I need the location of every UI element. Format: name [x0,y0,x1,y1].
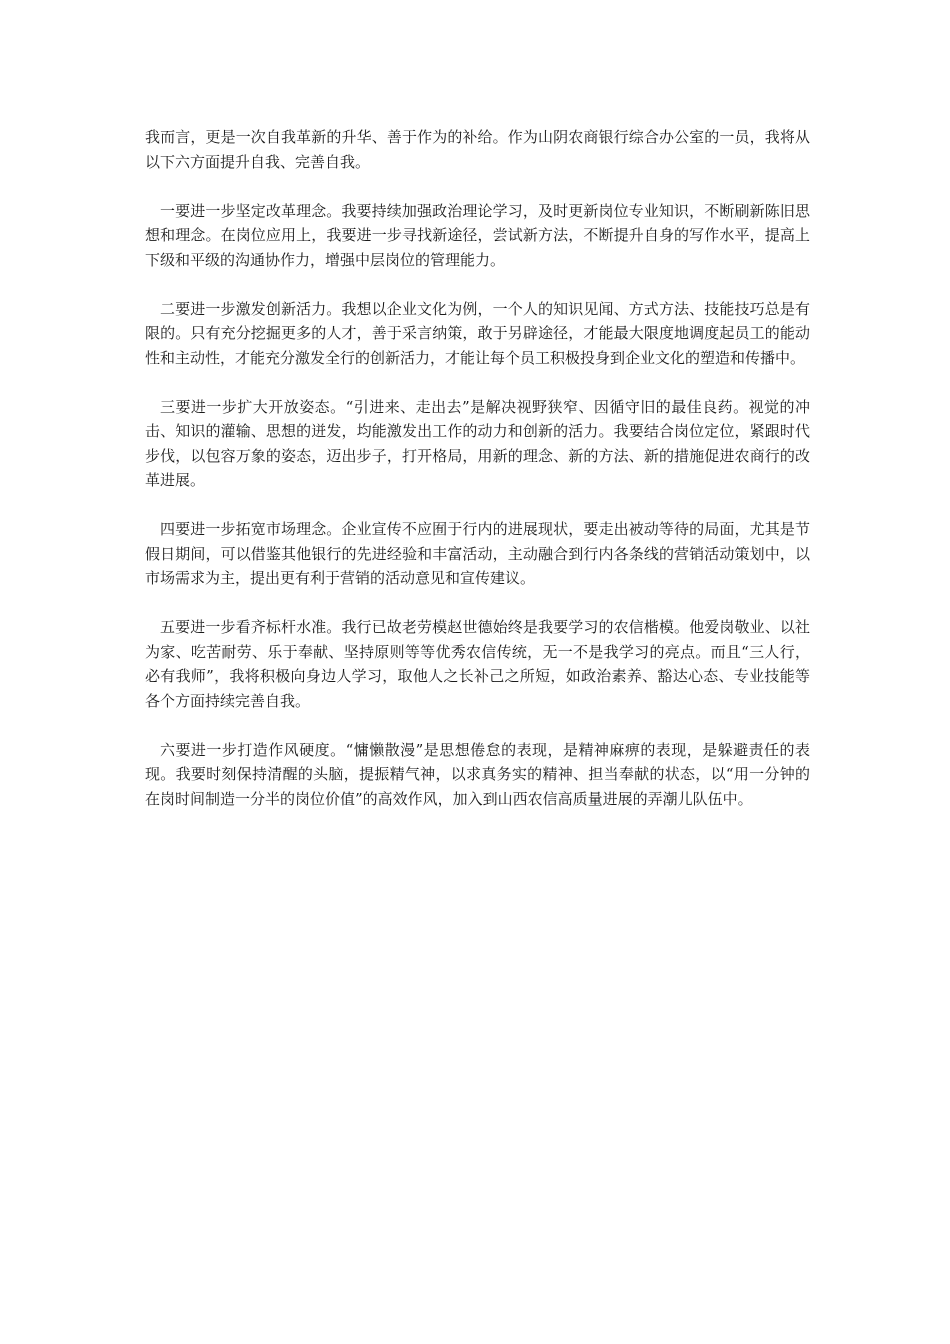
point-three-paragraph: 三要进一步扩大开放姿态。“引进来、走出去”是解决视野狭窄、因循守旧的最佳良药。视觉的冲击、知识的灌输、思想的迸发，均能激发出工作的动力和创新的活力。我要结合岗位定位，紧跟时代步伐，以包容万象的姿态，迈出步子，打开格局，用新的理念、新的方法、新的措施促进农商行的改革进展。 [145,397,810,489]
point-two-paragraph: 二要进一步激发创新活力。我想以企业文化为例，一个人的知识见闻、方式方法、技能技巧总是有限的。只有充分挖掘更多的人才，善于采言纳策，敢于另辟途径，才能最大限度地调度起员工的能动性和主动性，才能充分激发全行的创新活力，才能让每个员工积极投身到企业文化的塑造和传播中。 [145,299,810,367]
document-body [145,125,810,836]
point-six-paragraph: 六要进一步打造作风硬度。“慵懒散漫”是思想倦怠的表现，是精神麻痹的表现，是躲避责任的表现。我要时刻保持清醒的头脑，提振精气神，以求真务实的精神、担当奉献的状态，以“用一分钟的在岗时间制造一分半的岗位价值”的高效作风，加入到山西农信高质量进展的弄潮儿队伍中。 [145,740,810,808]
point-five-paragraph: 五要进一步看齐标杆水准。我行已故老劳模赵世德始终是我要学习的农信楷模。他爱岗敬业、以社为家、吃苦耐劳、乐于奉献、坚持原则等等优秀农信传统，无一不是我学习的亮点。而且“三人行，必有我师”，我将积极向身边人学习，取他人之长补己之所短，如政治素养、豁达心态、专业技能等各个方面持续完善自我。 [145,618,810,710]
point-four-paragraph: 四要进一步拓宽市场理念。企业宣传不应囿于行内的进展现状，要走出被动等待的局面，尤其是节假日期间，可以借鉴其他银行的先进经验和丰富活动，主动融合到行内各条线的营销活动策划中，以市场需求为主，提出更有利于营销的活动意见和宣传建议。 [145,520,810,587]
point-one-paragraph: 一要进一步坚定改革理念。我要持续加强政治理论学习，及时更新岗位专业知识，不断刷新陈旧思想和理念。在岗位应用上，我要进一步寻找新途径，尝试新方法，不断提升自身的写作水平，提高上下级和平级的沟通协作力，增强中层岗位的管理能力。 [145,201,810,269]
intro-paragraph: 我而言，更是一次自我革新的升华、善于作为的补给。作为山阴农商银行综合办公室的一员，我将从以下六方面提升自我、完善自我。 [145,128,810,171]
